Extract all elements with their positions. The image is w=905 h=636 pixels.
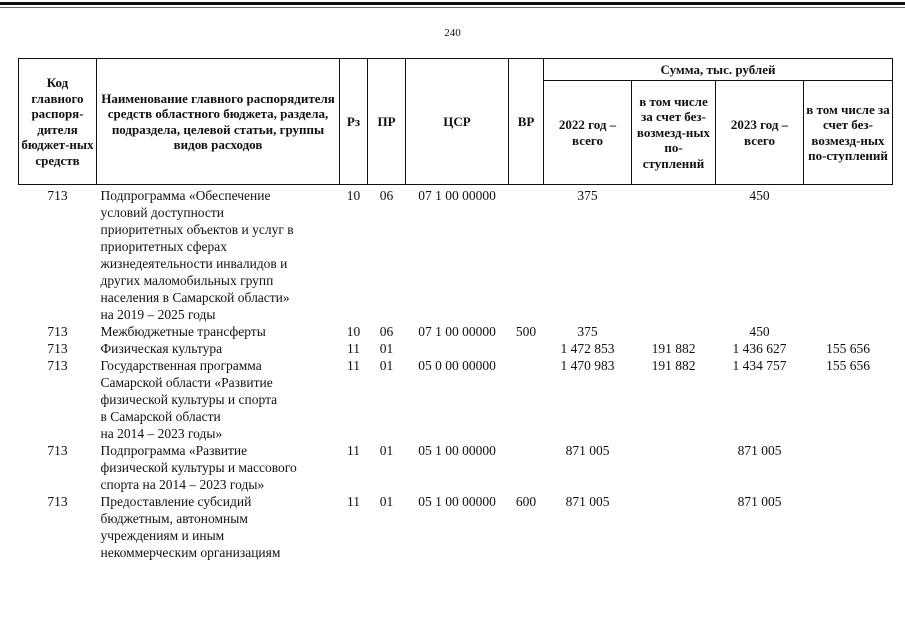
- top-border-line: [0, 2, 905, 5]
- cell-vr: [509, 442, 544, 493]
- cell-2022-free: [632, 185, 716, 324]
- header-vr: ВР: [509, 59, 544, 185]
- cell-pr: 01: [379, 341, 394, 356]
- cell-2023-total: 871 005: [737, 443, 782, 458]
- cell-rz: 11: [347, 494, 360, 509]
- cell-2023-free: 155 656: [826, 358, 870, 373]
- page-number: 240: [444, 27, 461, 39]
- cell-2023-free: [804, 442, 893, 493]
- cell-2022-free: 191 882: [651, 341, 696, 356]
- header-rz: Рз: [340, 59, 368, 185]
- cell-2022-free: [632, 493, 716, 561]
- cell-pr: 01: [379, 494, 394, 509]
- cell-2023-total: 450: [749, 324, 770, 339]
- cell-code: 713: [47, 188, 68, 203]
- cell-csr: 07 1 00 00000: [418, 188, 496, 203]
- cell-2023-total: 871 005: [737, 494, 782, 509]
- table-row: [19, 340, 893, 357]
- header-2023-total: 2023 год – всего: [716, 81, 804, 185]
- cell-name: Предоставление субсидий бюджетным, автономным учреждениям и иным некоммерческим организациям: [100, 494, 281, 560]
- header-sum: Сумма, тыс. рублей: [544, 59, 893, 81]
- table-header: [19, 59, 893, 185]
- cell-2022-total: 1 470 983: [560, 358, 615, 373]
- cell-2022-total: 1 472 853: [560, 341, 615, 356]
- cell-2023-free: 155 656: [826, 341, 870, 356]
- cell-pr: 01: [379, 358, 394, 373]
- cell-name: Подпрограмма «Обеспечение условий доступности приоритетных объектов и услуг в приоритетных сферах жизнедеятельности инвалидов и других маломобильных групп населения в Самарской области» на 2019 – 2025 годы: [100, 188, 294, 322]
- cell-vr: 500: [515, 324, 537, 339]
- cell-2023-free: [804, 185, 893, 324]
- cell-2022-total: 871 005: [565, 443, 610, 458]
- cell-2023-total: 450: [749, 188, 770, 203]
- cell-2023-total: 1 434 757: [732, 358, 787, 373]
- cell-name: Подпрограмма «Развитие физической культуры и массового спорта на 2014 – 2023 годы»: [100, 443, 297, 492]
- cell-code: 713: [47, 443, 68, 458]
- cell-pr: 06: [379, 188, 394, 203]
- cell-vr: [509, 340, 544, 357]
- cell-vr: [509, 357, 544, 442]
- cell-2022-free: [632, 323, 716, 340]
- cell-code: 713: [47, 341, 68, 356]
- header-code: Код главного распоря-дителя бюджет-ных средств: [19, 59, 97, 185]
- cell-2022-total: 871 005: [565, 494, 610, 509]
- table-row: [19, 442, 893, 493]
- budget-table: [18, 58, 893, 561]
- cell-2023-free: [804, 323, 893, 340]
- header-csr: ЦСР: [406, 59, 509, 185]
- cell-2022-total: 375: [577, 324, 598, 339]
- cell-2022-total: 375: [577, 188, 598, 203]
- cell-rz: 11: [347, 341, 360, 356]
- header-2023-free: в том числе за счет без-возмезд-ных по-ступлений: [804, 81, 893, 185]
- cell-rz: 10: [346, 188, 361, 203]
- table-row: [19, 185, 893, 324]
- cell-name: Физическая культура: [100, 341, 223, 356]
- cell-pr: 01: [379, 443, 394, 458]
- cell-code: 713: [47, 358, 68, 373]
- cell-vr: [509, 185, 544, 324]
- table-row: [19, 357, 893, 442]
- cell-pr: 06: [379, 324, 394, 339]
- table-row: [19, 323, 893, 340]
- header-pr: ПР: [368, 59, 406, 185]
- cell-csr: 07 1 00 00000: [418, 324, 496, 339]
- table-row: [19, 493, 893, 561]
- cell-csr: 05 1 00 00000: [418, 443, 496, 458]
- cell-name: Межбюджетные трансферты: [100, 324, 266, 339]
- header-name: Наименование главного распорядителя средств областного бюджета, раздела, подраздела, целевой статьи, группы видов расходов: [97, 59, 340, 185]
- cell-name: Государственная программа Самарской области «Развитие физической культуры и спорта в Самарской области на 2014 – 2023 годы»: [100, 358, 278, 441]
- header-2022-free: в том числе за счет без-возмезд-ных по-ступлений: [632, 81, 716, 185]
- cell-code: 713: [47, 324, 68, 339]
- cell-csr: [406, 340, 509, 357]
- cell-2023-free: [804, 493, 893, 561]
- table-body: [19, 185, 893, 562]
- header-2022-total: 2022 год – всего: [544, 81, 632, 185]
- cell-rz: 11: [347, 358, 360, 373]
- cell-2022-free: [632, 442, 716, 493]
- cell-2022-free: 191 882: [651, 358, 696, 373]
- cell-csr: 05 0 00 00000: [418, 358, 496, 373]
- cell-2023-total: 1 436 627: [732, 341, 787, 356]
- cell-rz: 11: [347, 443, 360, 458]
- top-border-line-thin: [0, 7, 905, 8]
- cell-code: 713: [47, 494, 68, 509]
- cell-vr: 600: [515, 494, 537, 509]
- cell-rz: 10: [346, 324, 361, 339]
- cell-csr: 05 1 00 00000: [418, 494, 496, 509]
